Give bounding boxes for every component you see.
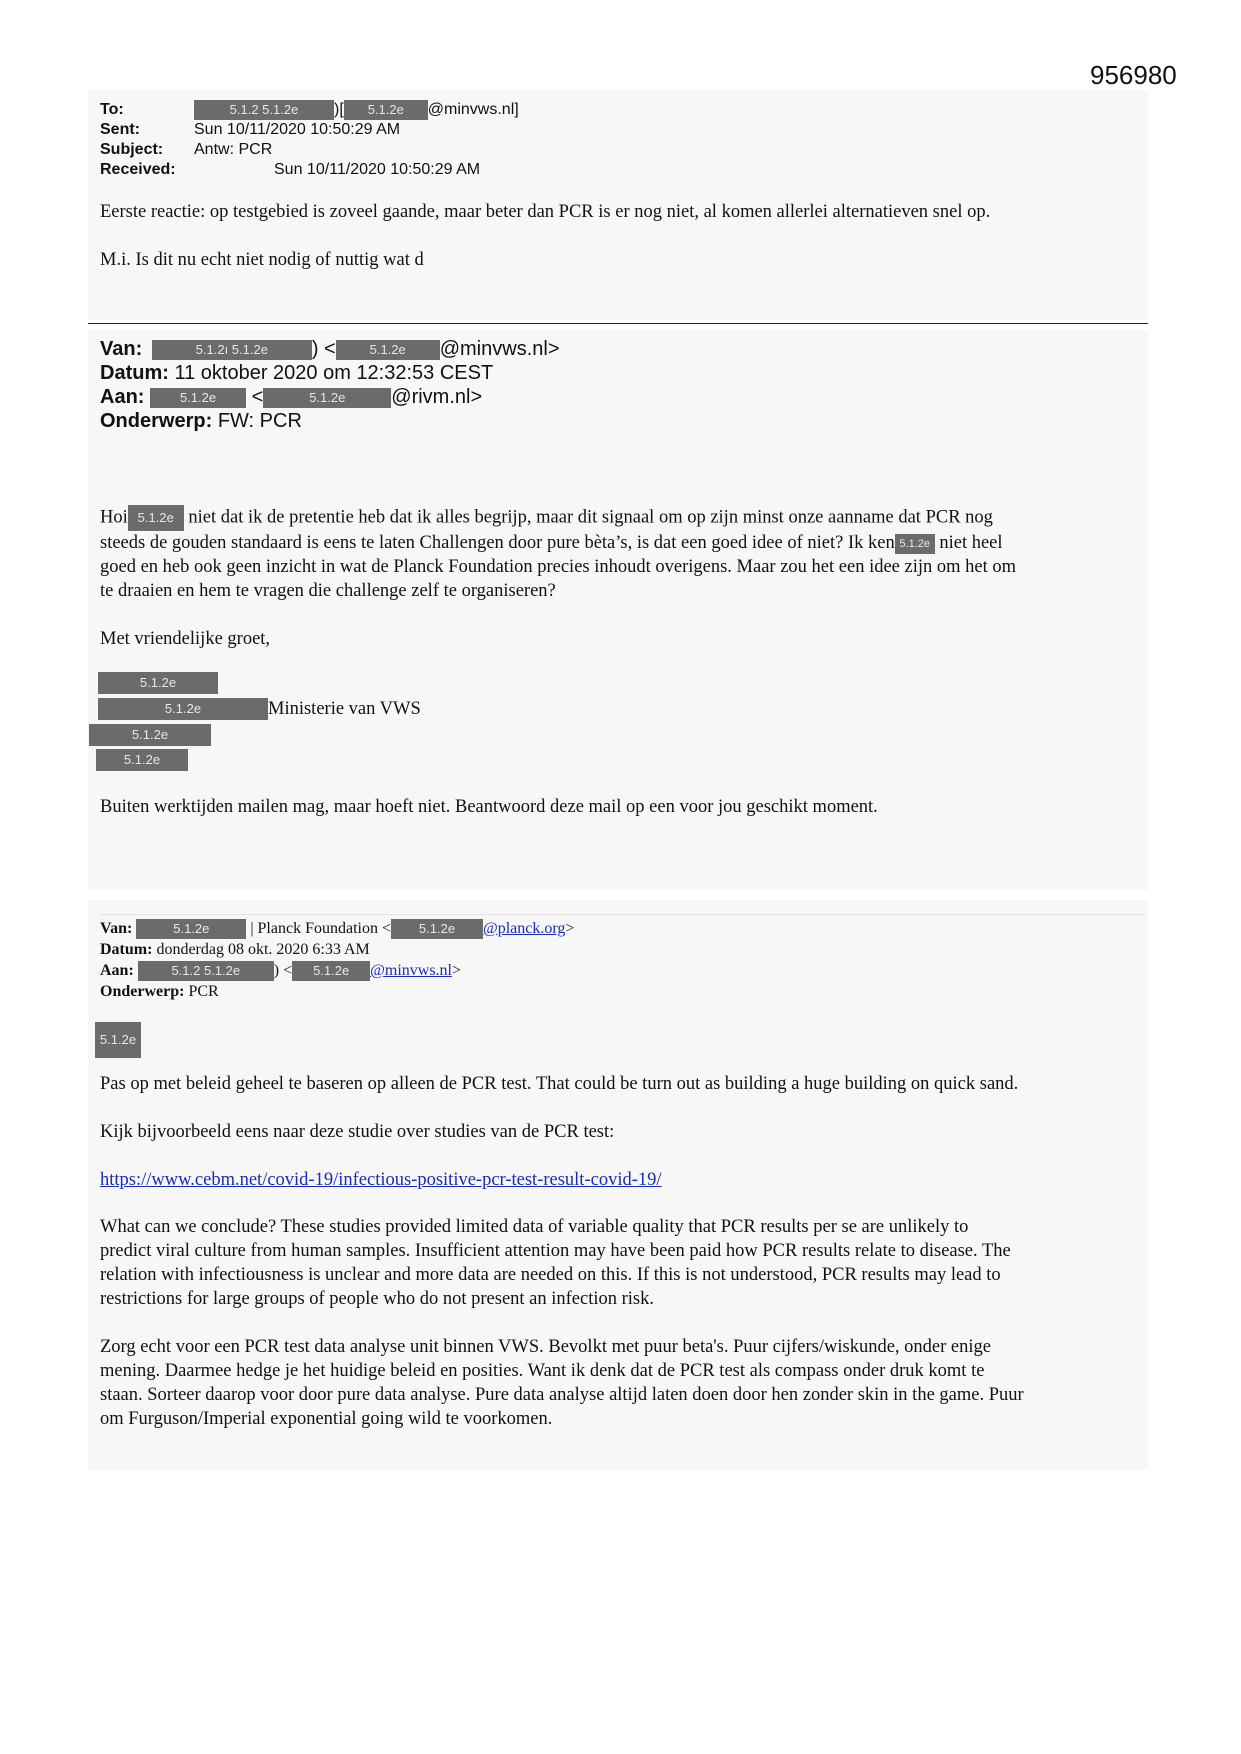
aan-close: > <box>452 962 462 979</box>
cebm-study-link[interactable]: https://www.cebm.net/covid-19/infectious-positive-pcr-test-result-covid-19/ <box>100 1170 662 1190</box>
email2-aan-row <box>100 385 482 409</box>
document-number: 956980 <box>1090 60 1177 90</box>
van-close: > <box>565 920 575 937</box>
email3-aan-row <box>100 960 461 981</box>
email1-subject-row <box>100 140 272 160</box>
email2-onderwerp-row <box>100 409 302 433</box>
line-1-rest: niet dat ik de pretentie heb dat ik alles begrijp, maar dit signaal om op zijn minst onze aanname dat PCR nog <box>188 507 993 528</box>
to-label: To: <box>100 101 124 119</box>
email1-body-2: M.i. Is dit nu echt niet nodig of nuttig wat d <box>100 250 424 270</box>
email2-line-3: goed en heb ook geen inzicht in wat de Planck Foundation precies inhoudt overigens. Maar zou het een idee zijn om het om <box>100 557 1017 577</box>
van-label: Van: <box>100 338 143 360</box>
line-2-start: steeds de gouden standaard is eens te laten Challengen door pure bèta’s, is dat een goed idee of niet? Ik ken <box>100 533 895 553</box>
to-domain: @minvws.nl] <box>427 101 519 119</box>
van-domain: @minvws.nl> <box>439 338 560 360</box>
received-value: Sun 10/11/2020 10:50:29 AM <box>274 161 481 178</box>
para-4-line: staan. Sorteer daarop voor door pure data analyse. Pure data analyse altijd laten doen door hen zonder skin in the game. Puur <box>100 1385 1024 1405</box>
datum-label: Datum: <box>100 362 169 384</box>
email1-to-row <box>100 100 519 120</box>
email1-received-row <box>100 160 480 180</box>
redaction-box: 5.1.2e <box>128 505 184 531</box>
subject-label: Subject: <box>100 141 164 158</box>
redaction-box: 5.1.2e <box>136 919 246 939</box>
redaction-box: 5.1.2 5.1.2e <box>138 961 274 981</box>
greeting-start: Hoi <box>100 507 128 528</box>
van-label: Van: <box>100 920 133 937</box>
para-4-line: om Furguson/Imperial exponential going wild te voorkomen. <box>100 1409 553 1429</box>
email2-line-4: te draaien en hem te vragen die challenge zelf te organiseren? <box>100 581 556 601</box>
redaction-box: 5.1.2e <box>895 534 935 554</box>
email3-para-2: Kijk bijvoorbeeld eens naar deze studie over studies van de PCR test: <box>100 1122 615 1142</box>
para-3-line: relation with infectiousness is unclear and more data are needed on this. If this is not understood, PCR results may lead to <box>100 1265 1001 1285</box>
sent-value: Sun 10/11/2020 10:50:29 AM <box>194 121 401 138</box>
email1-body-1: Eerste reactie: op testgebied is zoveel gaande, maar beter dan PCR is er nog niet, al komen allerlei alternatieven snel op. <box>100 202 991 222</box>
redaction-box: 5.1.2e <box>95 1022 141 1058</box>
datum-value: 11 oktober 2020 om 12:32:53 CEST <box>174 362 494 384</box>
onderwerp-value: PCR <box>188 983 219 1000</box>
email2-line-1 <box>100 505 1160 531</box>
aan-separator: ) < <box>273 962 293 979</box>
email2-line-2 <box>100 531 1160 555</box>
email3-para-3 <box>100 1215 1160 1311</box>
datum-label: Datum: <box>100 941 153 958</box>
para-3-line: What can we conclude? These studies provided limited data of variable quality that PCR results per se are unlikely to <box>100 1217 969 1237</box>
subject-value: Antw: PCR <box>194 141 273 158</box>
email2-footer-note: Buiten werktijden mailen mag, maar hoeft niet. Beantwoord deze mail op een voor jou geschikt moment. <box>100 797 878 817</box>
signature-ministry: Ministerie van VWS <box>268 699 421 719</box>
redaction-box: 5.1.2e <box>96 749 188 771</box>
para-4-line: Zorg echt voor een PCR test data analyse unit binnen VWS. Bevolkt met puur beta's. Puur cijfers/wiskunde, onder enige <box>100 1337 991 1357</box>
aan-email-link[interactable]: @minvws.nl <box>370 962 452 979</box>
sent-label: Sent: <box>100 121 140 138</box>
para-3-line: restrictions for large groups of people who do not present an infection risk. <box>100 1289 655 1309</box>
email3-para-1: Pas op met beleid geheel te baseren op alleen de PCR test. That could be turn out as building a huge building on quick sand. <box>100 1074 1019 1094</box>
to-separator: )[ <box>334 101 344 119</box>
onderwerp-value: FW: PCR <box>217 410 302 432</box>
email2-van-row <box>100 337 560 361</box>
van-email-link[interactable]: @planck.org <box>482 920 566 937</box>
redaction-box: 5.1.2e <box>98 698 268 720</box>
separator-line <box>88 323 1148 324</box>
van-separator: ) < <box>311 338 336 360</box>
redaction-box: 5.1.2e <box>263 388 391 408</box>
redaction-box: 5.1.2e <box>98 672 218 694</box>
separator-line-thin <box>100 914 1145 915</box>
received-label: Received: <box>100 161 176 178</box>
redaction-box: 5.1.2ı 5.1.2e <box>152 340 312 360</box>
para-4-line: mening. Daarmee hedge je het huidige beleid en posities. Want ik denk dat de PCR test als compass onder druk komt te <box>100 1361 985 1381</box>
aan-label: Aan: <box>100 962 134 979</box>
email3-onderwerp-row <box>100 981 219 1002</box>
email2-closing: Met vriendelijke groet, <box>100 629 271 649</box>
email3-van-row <box>100 918 574 939</box>
redaction-box: 5.1.2e <box>391 919 483 939</box>
redaction-box: 5.1.2 5.1.2e <box>194 100 334 120</box>
datum-value: donderdag 08 okt. 2020 6:33 AM <box>156 941 370 958</box>
redaction-box: 5.1.2e <box>89 724 211 746</box>
redaction-box: 5.1.2e <box>344 100 428 120</box>
email3-datum-row <box>100 939 370 960</box>
email3-link-line <box>100 1168 1160 1192</box>
redaction-box: 5.1.2e <box>150 388 246 408</box>
line-2-end: niet heel <box>939 533 1003 553</box>
redaction-box: 5.1.2e <box>336 340 440 360</box>
email2-body <box>100 505 1160 603</box>
redaction-box: 5.1.2e <box>292 961 370 981</box>
aan-separator: < <box>251 386 264 408</box>
onderwerp-label: Onderwerp: <box>100 410 213 432</box>
aan-domain: @rivm.nl> <box>391 386 483 408</box>
email3-para-4 <box>100 1335 1160 1431</box>
aan-label: Aan: <box>100 386 145 408</box>
van-org: | Planck Foundation < <box>250 920 391 937</box>
para-3-line: predict viral culture from human samples. Insufficient attention may have been paid how PCR results relate to disease. The <box>100 1241 1011 1261</box>
email1-sent-row <box>100 120 400 140</box>
onderwerp-label: Onderwerp: <box>100 983 185 1000</box>
email2-datum-row <box>100 361 493 385</box>
